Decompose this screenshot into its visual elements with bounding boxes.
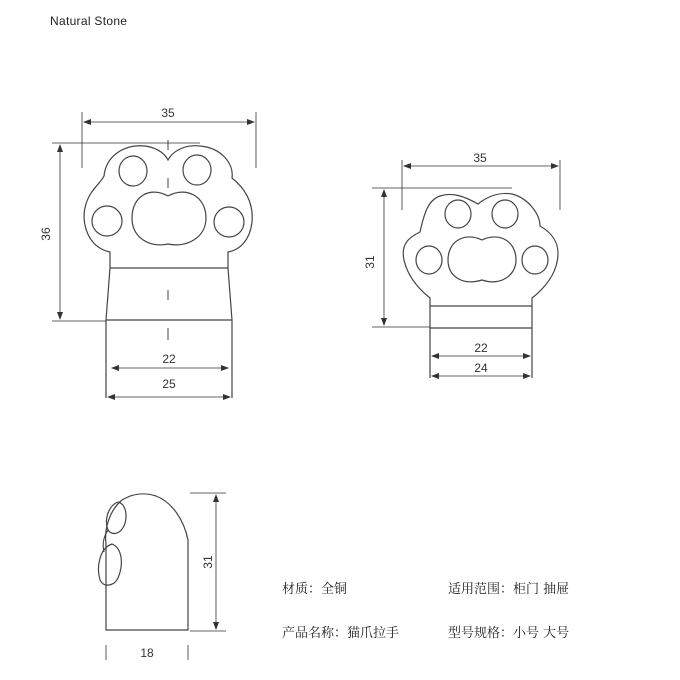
small-paw-toe-2 [183,155,211,185]
large-paw-outline [403,193,558,306]
small-top-width-label: 35 [161,106,175,120]
large-paw-pad [448,237,516,282]
side-view-drawing [99,494,189,630]
small-paw-toe-3 [92,206,122,236]
small-base-inner-label: 22 [162,352,176,366]
large-base-outer-label: 24 [474,361,488,375]
small-paw-dimensions [52,112,256,397]
side-view-dimensions [106,493,226,660]
large-paw-toe-4 [522,246,548,274]
large-paw-toe-1 [445,200,471,228]
small-paw-stem-right [228,268,232,398]
small-height-label: 36 [39,227,53,241]
spec-usage: 适用范围：柜门 抽屉 [448,582,570,597]
side-view-outline [106,494,188,630]
large-paw-toe-3 [416,246,442,274]
spec-product-name: 产品名称：猫爪拉手 [282,626,400,641]
large-paw-toe-2 [492,200,518,228]
spec-material: 材质：全铜 [282,582,348,597]
small-paw-toe-4 [214,207,244,237]
small-paw-toe-1 [119,156,147,186]
side-depth-label: 18 [140,646,154,660]
large-top-width-label: 35 [473,151,487,165]
small-paw-pad [132,192,206,245]
spec-model: 型号规格：小号 大号 [448,626,570,641]
brand-label: Natural Stone [50,14,128,28]
small-paw-stem-left [106,268,110,398]
side-view-bump-2 [99,544,122,585]
side-height-label: 31 [201,555,215,569]
small-base-outer-label: 25 [162,377,176,391]
large-height-label: 31 [363,255,377,269]
large-base-inner-label: 22 [474,341,488,355]
